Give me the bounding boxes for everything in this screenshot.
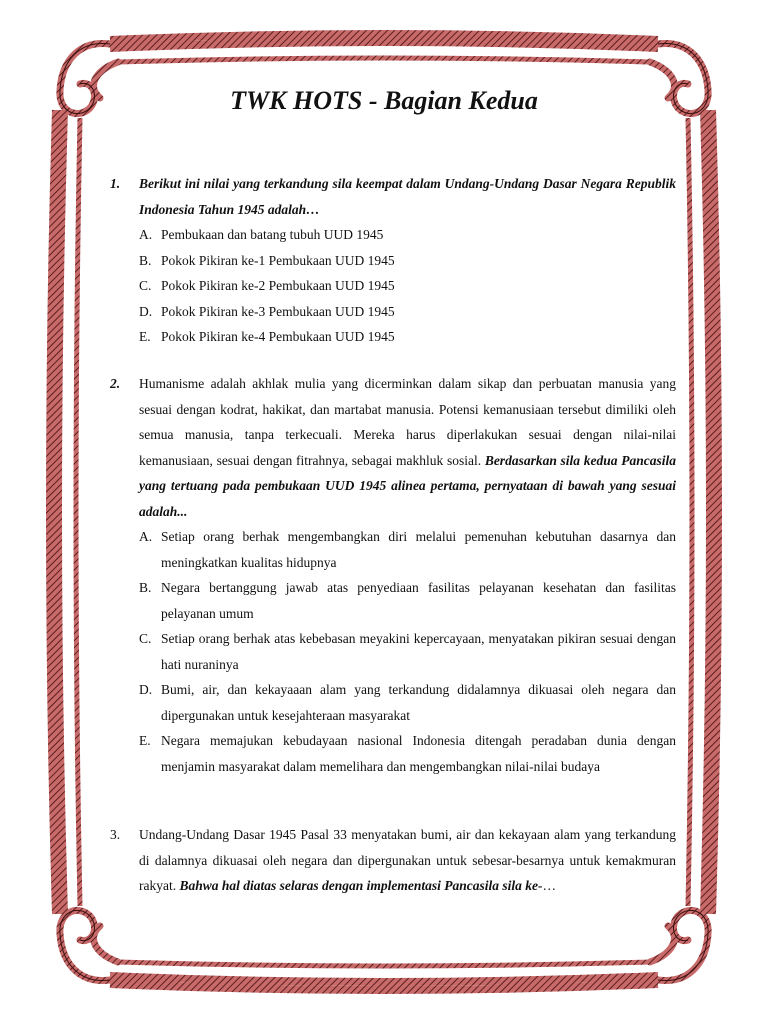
option-c[interactable] (139, 626, 676, 677)
option-text: Negara memajukan kebudayaan nasional Indonesia ditengah peradaban dunia dengan menjamin masyarakat dalam memelihara dan mengembangkan nilai-nilai budaya (161, 733, 676, 774)
option-b[interactable] (139, 248, 676, 274)
options-list (139, 222, 676, 350)
option-a[interactable] (139, 524, 676, 575)
option-text: Pokok Pikiran ke-2 Pembukaan UUD 1945 (161, 278, 395, 293)
option-text: Setiap orang berhak atas kebebasan meyakini kepercayaan, menyatakan pikiran sesuai dengan hati nuraninya (161, 631, 676, 672)
question-3 (110, 822, 676, 899)
question-number: 3. (110, 827, 121, 842)
option-letter: E. (139, 329, 151, 344)
question-stem-prompt: Bahwa hal diatas selaras dengan implementasi Pancasila sila ke- (179, 878, 543, 893)
option-letter: D. (139, 682, 153, 697)
option-letter: A. (139, 227, 153, 242)
option-text: Pokok Pikiran ke-4 Pembukaan UUD 1945 (161, 329, 395, 344)
option-letter: A. (139, 529, 153, 544)
option-letter: B. (139, 252, 152, 268)
question-number: 2. (110, 376, 121, 391)
option-text: Pokok Pikiran ke-1 Pembukaan UUD 1945 (161, 252, 395, 268)
option-letter: D. (139, 303, 153, 319)
question-stem-ellipsis: … (542, 878, 557, 893)
option-a[interactable] (139, 222, 676, 248)
option-letter: C. (139, 631, 152, 646)
page-title: TWK HOTS - Bagian Kedua (230, 86, 538, 115)
option-text: Bumi, air, dan kekayaaan alam yang terkandung didalamnya dikuasai oleh negara dan dipergunakan untuk kesejahteraan masyarakat (161, 682, 676, 723)
option-text: Pembukaan dan batang tubuh UUD 1945 (161, 227, 384, 242)
option-text: Pokok Pikiran ke-3 Pembukaan UUD 1945 (161, 303, 395, 319)
option-c[interactable] (139, 273, 676, 299)
option-letter: E. (139, 733, 151, 748)
option-b[interactable] (139, 575, 676, 626)
question-stem-prompt: Berdasarkan sila kedua Pancasila yang tertuang pada pembukaan UUD 1945 alinea pertama, pernyataan di bawah yang sesuai adalah... (139, 452, 676, 519)
option-e[interactable] (139, 728, 676, 779)
question-stem-context: Undang-Undang Dasar 1945 Pasal 33 menyatakan bumi, air dan kekayaan alam yang terkandung di dalamnya dikuasai oleh negara dan dipergunakan untuk sebesar-besarnya untuk kemakmuran rakyat. (139, 827, 676, 893)
option-letter: B. (139, 580, 152, 595)
options-list (139, 524, 676, 779)
option-letter: C. (139, 278, 152, 293)
option-text: Negara bertanggung jawab atas penyediaan fasilitas pelayanan kesehatan dan fasilitas pelayanan umum (161, 580, 676, 621)
question-stem: Berikut ini nilai yang terkandung sila keempat dalam Undang-Undang Dasar Negara Republik Indonesia Tahun 1945 adalah… (139, 176, 676, 217)
option-d[interactable] (139, 299, 676, 325)
option-text: Setiap orang berhak mengembangkan diri melalui pemenuhan kebutuhan dasarnya dan meningkatkan kualitas hidupnya (161, 529, 676, 570)
question-2 (110, 371, 676, 779)
question-stem (139, 822, 676, 899)
question-stem (139, 371, 676, 524)
question-stem-context: Humanisme adalah akhlak mulia yang dicerminkan dalam sikap dan perbuatan manusia yang sesuai dengan kodrat, hakikat, dan martabat manusia. Potensi kemanusiaan tersebut dimiliki oleh semua manusia, tanpa terkecuali. Mereka harus diperlakukan sesuai dengan nilai-nilai kemanusiaan, sesuai dengan fitrahnya, sebagai makhluk sosial. (139, 376, 676, 468)
option-d[interactable] (139, 677, 676, 728)
question-1 (110, 171, 676, 350)
question-number: 1. (110, 176, 121, 191)
option-e[interactable] (139, 324, 676, 350)
